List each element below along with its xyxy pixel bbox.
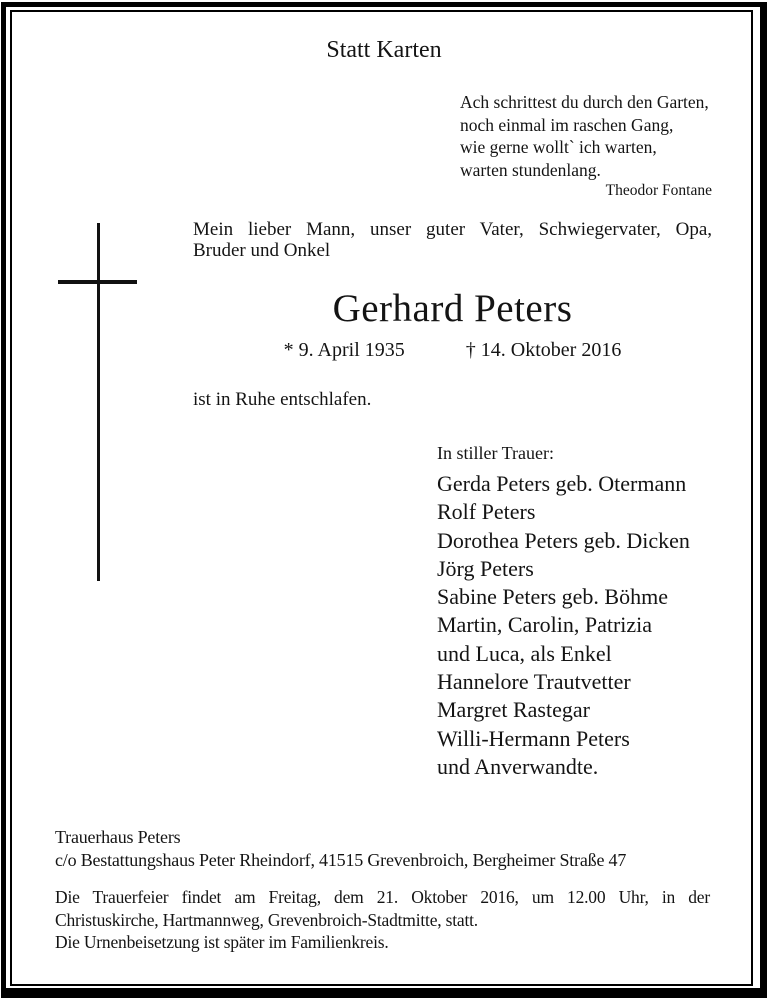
poem-line: noch einmal im raschen Gang, [460,114,674,135]
mourner-item: Willi-Hermann Peters [437,725,630,751]
service-info [55,886,710,932]
funeral-home-name: Trauerhaus Peters [55,827,181,847]
death-statement: ist in Ruhe entschlafen. [193,389,372,410]
poem-line: warten stundenlang. [460,159,601,180]
poem-line: wie gerne wollt` ich warten, [460,137,657,157]
cross-icon [97,223,100,581]
mourner-list [437,470,727,781]
service-line-2: Christuskirche, Hartmannweg, Grevenbroich-Stadtmitte, statt. [55,910,478,930]
cross-icon [58,280,137,284]
birth-date: * 9. April 1935 [283,339,405,361]
mourner-item: Hannelore Trautvetter [437,669,631,695]
deceased-name: Gerhard Peters [332,287,573,330]
intro-line-2: Bruder und Onkel [193,240,331,261]
death-date: † 14. Oktober 2016 [465,339,622,361]
mourning-heading: In stiller Trauer: [437,443,554,463]
mourner-item: Margret Rastegar [437,697,590,723]
mourner-item: Rolf Peters [437,499,536,525]
poem-block [460,91,712,181]
funeral-home-block [55,826,715,872]
service-line-1: Die Trauerfeier findet am Freitag, dem 21. Oktober 2016, um 12.00 Uhr, in der [55,887,710,907]
burial-info: Die Urnenbeisetzung ist später im Familienkreis. [55,932,389,952]
mourner-item: Sabine Peters geb. Böhme [437,584,668,610]
mourner-item: Martin, Carolin, Patrizia [437,612,653,638]
life-dates [193,338,712,362]
mourner-item: Jörg Peters [437,555,534,581]
mourner-item: Dorothea Peters geb. Dicken [437,527,690,553]
mourner-item: und Anverwandte. [437,753,599,779]
intro-text [193,219,712,261]
mourner-item: und Luca, als Enkel [437,640,612,666]
poem-attribution: Theodor Fontane [605,182,712,199]
funeral-home-address: c/o Bestattungshaus Peter Rheindorf, 41515 Grevenbroich, Bergheimer Straße 47 [55,850,627,870]
poem-line: Ach schrittest du durch den Garten, [460,92,709,112]
intro-line-1: Mein lieber Mann, unser guter Vater, Schwiegervater, Opa, [193,219,712,240]
mourner-item: Gerda Peters geb. Otermann [437,471,687,496]
statt-karten-label: Statt Karten [326,37,442,63]
